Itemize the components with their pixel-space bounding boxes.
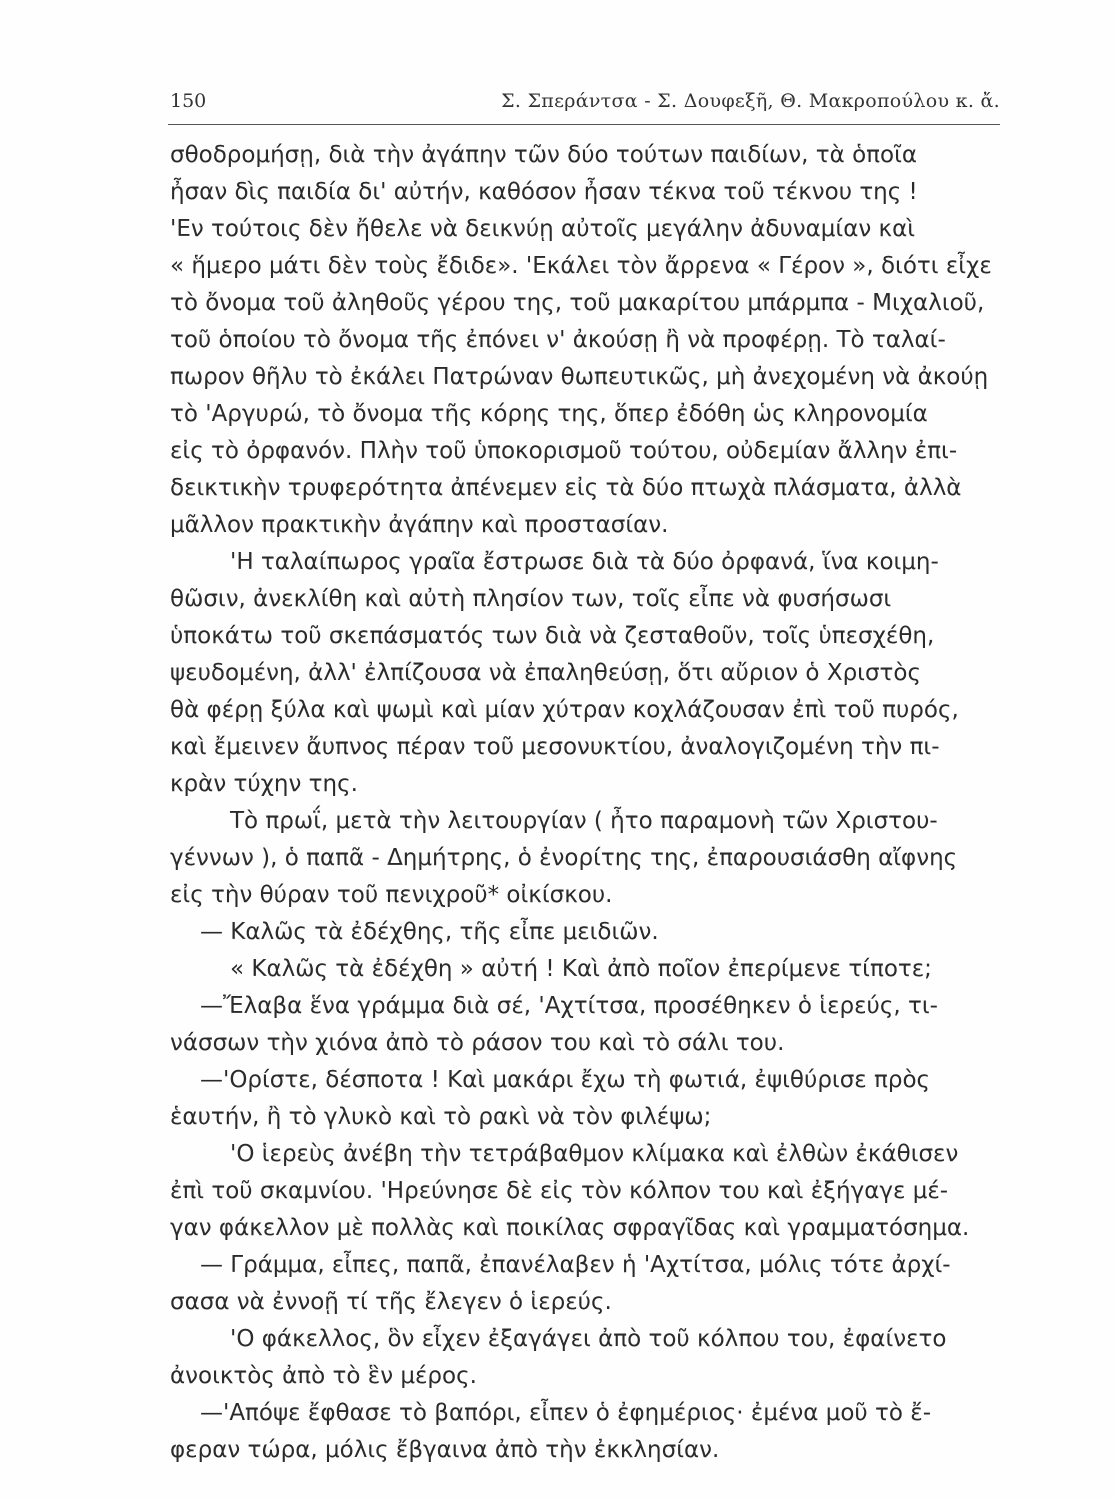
page-number: 150 — [170, 90, 207, 112]
text-line: « ἥμερο μάτι δὲν τοὺς ἔδιδε». 'Εκάλει τὸν ἄρρενα « Γέρον », διότι εἶχε — [170, 253, 992, 279]
text-line: — Καλῶς τὰ ἐδέχθης, τῆς εἶπε μειδιῶν. — [200, 919, 659, 945]
text-line: καὶ ἔμεινεν ἄυπνος πέραν τοῦ μεσονυκτίου, ἀναλογιζομένη τὴν πι- — [170, 734, 940, 760]
text-line: ὑποκάτω τοῦ σκεπάσματός των διὰ νὰ ζεσταθοῦν, τοῖς ὑπεσχέθη, — [170, 623, 935, 649]
text-line: 'Εν τούτοις δὲν ἤθελε νὰ δεικνύῃ αὐτοῖς μεγάλην ἀδυναμίαν καὶ — [170, 216, 916, 242]
text-line: —'Ορίστε, δέσποτα ! Καὶ μακάρι ἔχω τὴ φωτιά, ἐψιθύρισε πρὸς — [200, 1067, 931, 1093]
text-line: ἦσαν δὶς παιδία δι' αὐτήν, καθόσον ἦσαν τέκνα τοῦ τέκνου της ! — [170, 179, 918, 205]
text-line: θῶσιν, ἀνεκλίθη καὶ αὐτὴ πλησίον των, τοῖς εἶπε νὰ φυσήσωσι — [170, 586, 892, 612]
text-line: ἑαυτήν, ἢ τὸ γλυκὸ καὶ τὸ ρακὶ νὰ τὸν φιλέψω; — [170, 1104, 712, 1130]
text-line: ἀνοικτὸς ἀπὸ τὸ ἓν μέρος. — [170, 1363, 477, 1389]
text-line: θὰ φέρῃ ξύλα καὶ ψωμὶ καὶ μίαν χύτραν κοχλάζουσαν ἐπὶ τοῦ πυρός, — [170, 697, 959, 723]
text-line: ψευδομένη, ἀλλ' ἐλπίζουσα νὰ ἐπαληθεύσῃ, ὅτι αὔριον ὁ Χριστὸς — [170, 660, 921, 686]
text-line: πωρον θῆλυ τὸ ἐκάλει Πατρώναν θωπευτικῶς, μὴ ἀνεχομένη νὰ ἀκούῃ — [170, 364, 989, 390]
text-line: 'Ο ἱερεὺς ἀνέβη τὴν τετράβαθμον κλίμακα καὶ ἐλθὼν ἐκάθισεν — [230, 1141, 959, 1167]
text-line: φεραν τώρα, μόλις ἔβγαινα ἀπὸ τὴν ἐκκλησίαν. — [170, 1437, 720, 1463]
page-header — [168, 84, 1000, 120]
text-line: 'Η ταλαίπωρος γραῖα ἔστρωσε διὰ τὰ δύο ὀρφανά, ἵνα κοιμη- — [230, 549, 939, 575]
text-line: Τὸ πρωΐ, μετὰ τὴν λειτουργίαν ( ἦτο παραμονὴ τῶν Χριστου- — [230, 808, 938, 834]
text-line: μᾶλλον πρακτικὴν ἀγάπην καὶ προστασίαν. — [170, 512, 669, 538]
running-title: Σ. Σπεράντσα - Σ. Δουφεξῆ, Θ. Μακροπούλου κ. ἄ. — [501, 90, 1000, 112]
text-line: —'Απόψε ἔφθασε τὸ βαπόρι, εἶπεν ὁ ἐφημέριος· ἐμένα μοῦ τὸ ἔ- — [200, 1400, 932, 1426]
text-line: « Καλῶς τὰ ἐδέχθη » αὐτή ! Καὶ ἀπὸ ποῖον ἐπερίμενε τίποτε; — [230, 956, 932, 982]
text-line: σασα νὰ ἐννοῇ τί τῆς ἔλεγεν ὁ ἱερεύς. — [170, 1289, 612, 1315]
text-line: εἰς τὴν θύραν τοῦ πενιχροῦ* οἰκίσκου. — [170, 882, 613, 908]
text-line: 'Ο φάκελλος, ὃν εἶχεν ἐξαγάγει ἀπὸ τοῦ κόλπου του, ἐφαίνετο — [230, 1326, 947, 1352]
text-line: γαν φάκελλον μὲ πολλὰς καὶ ποικίλας σφραγῖδας καὶ γραμματόσημα. — [170, 1215, 970, 1241]
text-line: εἰς τὸ ὀρφανόν. Πλὴν τοῦ ὑποκορισμοῦ τούτου, οὐδεμίαν ἄλλην ἐπι- — [170, 438, 958, 464]
text-line: τὸ ὄνομα τοῦ ἀληθοῦς γέρου της, τοῦ μακαρίτου μπάρμπα - Μιχαλιοῦ, — [170, 290, 985, 316]
text-line: σθοδρομήσῃ, διὰ τὴν ἀγάπην τῶν δύο τούτων παιδίων, τὰ ὁποῖα — [170, 142, 918, 168]
header-rule — [168, 124, 1000, 125]
text-line: —Ἔλαβα ἕνα γράμμα διὰ σέ, 'Αχτίτσα, προσέθηκεν ὁ ἱερεύς, τι- — [200, 993, 938, 1019]
text-line: νάσσων τὴν χιόνα ἀπὸ τὸ ράσον του καὶ τὸ σάλι του. — [170, 1030, 785, 1056]
text-line: δεικτικὴν τρυφερότητα ἀπένεμεν εἰς τὰ δύο πτωχὰ πλάσματα, ἀλλὰ — [170, 475, 962, 501]
text-line: ἐπὶ τοῦ σκαμνίου. 'Ηρεύνησε δὲ εἰς τὸν κόλπον του καὶ ἐξήγαγε μέ- — [170, 1178, 949, 1204]
text-line: τὸ 'Αργυρώ, τὸ ὄνομα τῆς κόρης της, ὅπερ ἐδόθη ὡς κληρονομία — [170, 401, 928, 427]
text-line: γέννων ), ὁ παπᾶ - Δημήτρης, ὁ ἐνορίτης της, ἐπαρουσιάσθη αἴφνης — [170, 845, 958, 871]
text-line: τοῦ ὁποίου τὸ ὄνομα τῆς ἐπόνει ν' ἀκούσῃ ἢ νὰ προφέρῃ. Τὸ ταλαί- — [170, 327, 946, 353]
text-line: κρὰν τύχην της. — [170, 771, 358, 797]
text-line: — Γράμμα, εἶπες, παπᾶ, ἐπανέλαβεν ἡ 'Αχτίτσα, μόλις τότε ἀρχί- — [200, 1252, 951, 1278]
